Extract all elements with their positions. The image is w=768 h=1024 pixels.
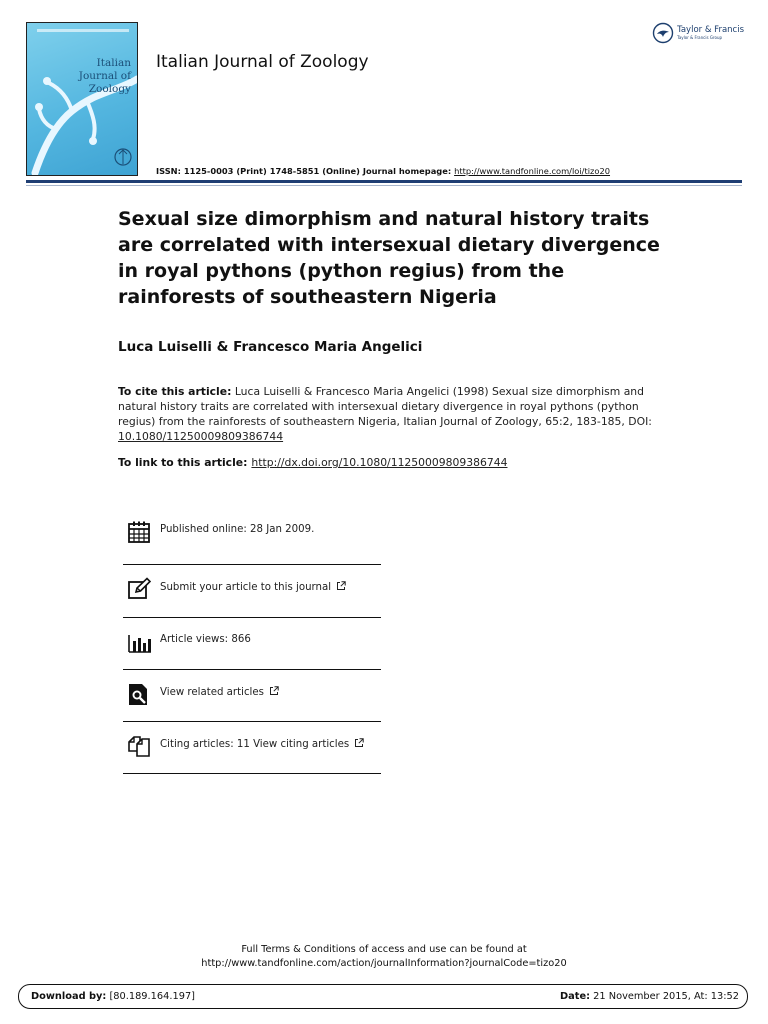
citing-articles-link[interactable]: Citing articles: 11 View citing articles: [160, 738, 364, 750]
info-row-citing[interactable]: [123, 722, 381, 775]
published-date: Published online: 28 Jan 2009.: [160, 524, 315, 535]
edit-icon: [127, 577, 151, 601]
taylor-francis-logo-icon: [652, 22, 674, 44]
article-authors: Luca Luiselli & Francesco Maria Angelici: [118, 339, 423, 355]
bar-chart-icon: [127, 630, 151, 654]
terms-notice: [0, 943, 768, 971]
external-link-icon: [269, 686, 279, 696]
download-info-bar: [18, 984, 748, 1009]
journal-homepage-link[interactable]: http://www.tandfonline.com/loi/tizo20: [454, 166, 611, 176]
article-link-label: To link to this article:: [118, 456, 248, 469]
article-link-line: [118, 456, 507, 469]
publisher-name: Taylor & Francis: [677, 25, 744, 36]
calendar-icon: [127, 520, 151, 544]
citation-block: [118, 384, 658, 444]
info-row-views: [123, 618, 381, 671]
cover-title: Italian Journal of Zoology: [78, 57, 131, 95]
article-doi-url-link[interactable]: http://dx.doi.org/10.1080/11250009809386744: [251, 456, 508, 469]
row-divider: [123, 773, 381, 774]
citation-label: To cite this article:: [118, 385, 232, 398]
terms-url-link[interactable]: http://www.tandfonline.com/action/journalInformation?journalCode=tizo20: [201, 958, 567, 969]
gecko-illustration-icon: [27, 23, 138, 176]
publisher-group: Taylor & Francis Group: [677, 34, 723, 40]
publisher-logo[interactable]: [652, 22, 744, 44]
issn-line: [156, 166, 610, 176]
submit-article-link[interactable]: Submit your article to this journal: [160, 581, 346, 593]
journal-cover-image[interactable]: [26, 22, 138, 176]
terms-line: Full Terms & Conditions of access and use can be found at: [241, 944, 527, 955]
citation-text: Luca Luiselli & Francesco Maria Angelici (1998) Sexual size dimorphism and natural history traits are correlated with intersexual dietary divergence in royal pythons (python regius) from the rainforests of southeastern Nigeria, Italian Journal of Zoology, 65:2, 183-185, DOI:: [118, 385, 652, 428]
issn-text: ISSN: 1125-0003 (Print) 1748-5851 (Online) Journal homepage:: [156, 166, 455, 176]
header-divider: [26, 180, 742, 183]
info-row-related[interactable]: [123, 670, 381, 723]
download-date: Date: 21 November 2015, At: 13:52: [560, 991, 739, 1002]
external-link-icon: [354, 738, 364, 748]
article-title: Sexual size dimorphism and natural history traits are correlated with intersexual dietary divergence in royal pythons (python regius) from the rainforests of southeastern Nigeria: [118, 208, 660, 308]
info-row-published: [123, 508, 381, 561]
journal-title: Italian Journal of Zoology: [156, 52, 369, 72]
citation-doi-link[interactable]: 10.1080/11250009809386744: [118, 430, 284, 443]
info-row-submit[interactable]: [123, 565, 381, 618]
view-related-articles-link[interactable]: View related articles: [160, 686, 279, 698]
external-link-icon: [336, 581, 346, 591]
download-by: Download by: [80.189.164.197]: [31, 991, 195, 1002]
header-divider-thin: [26, 185, 742, 186]
article-views: Article views: 866: [160, 634, 251, 645]
citing-articles-icon: [127, 734, 151, 758]
search-document-icon: [127, 682, 151, 706]
